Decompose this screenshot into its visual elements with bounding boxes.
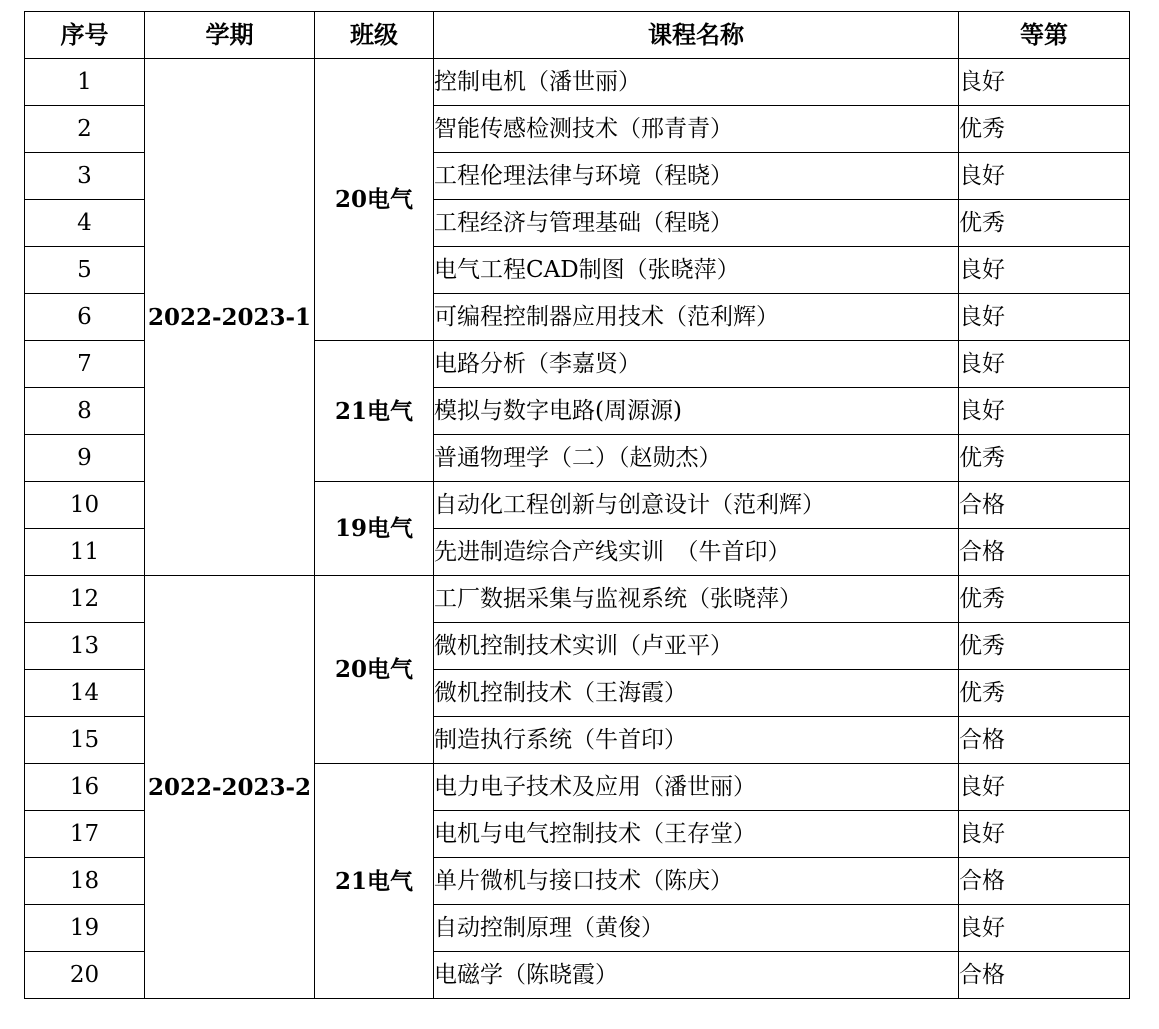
course-name: 先进制造综合产线实训 （牛首印） <box>434 529 959 576</box>
header-term: 学期 <box>145 12 315 59</box>
term-cell: 2022-2023-2 <box>145 576 315 999</box>
row-number: 2 <box>25 106 145 153</box>
class-cell: 20电气 <box>315 59 434 341</box>
row-number: 11 <box>25 529 145 576</box>
grade-cell: 合格 <box>959 858 1130 905</box>
grade-cell: 合格 <box>959 717 1130 764</box>
row-number: 6 <box>25 294 145 341</box>
course-name: 电磁学（陈晓霞） <box>434 952 959 999</box>
course-name: 工厂数据采集与监视系统（张晓萍） <box>434 576 959 623</box>
row-number: 19 <box>25 905 145 952</box>
course-name: 可编程控制器应用技术（范利辉） <box>434 294 959 341</box>
course-name: 工程伦理法律与环境（程晓） <box>434 153 959 200</box>
course-name: 模拟与数字电路(周源源) <box>434 388 959 435</box>
course-name: 普通物理学（二）（赵勋杰） <box>434 435 959 482</box>
row-number: 10 <box>25 482 145 529</box>
course-name: 电路分析（李嘉贤） <box>434 341 959 388</box>
term-cell: 2022-2023-1 <box>145 59 315 576</box>
row-number: 9 <box>25 435 145 482</box>
course-name: 单片微机与接口技术（陈庆） <box>434 858 959 905</box>
header-grade: 等第 <box>959 12 1130 59</box>
row-number: 7 <box>25 341 145 388</box>
row-number: 20 <box>25 952 145 999</box>
course-name: 微机控制技术实训（卢亚平） <box>434 623 959 670</box>
grade-cell: 优秀 <box>959 435 1130 482</box>
course-name: 控制电机（潘世丽） <box>434 59 959 106</box>
table-row <box>25 576 1130 623</box>
table-row <box>25 59 1130 106</box>
table-body <box>25 59 1130 999</box>
header-no: 序号 <box>25 12 145 59</box>
row-number: 18 <box>25 858 145 905</box>
grade-cell: 合格 <box>959 952 1130 999</box>
course-name: 工程经济与管理基础（程晓） <box>434 200 959 247</box>
row-number: 8 <box>25 388 145 435</box>
class-cell: 21电气 <box>315 764 434 999</box>
class-cell: 21电气 <box>315 341 434 482</box>
grade-cell: 良好 <box>959 341 1130 388</box>
course-grade-table <box>24 11 1130 999</box>
header-class: 班级 <box>315 12 434 59</box>
grade-cell: 优秀 <box>959 670 1130 717</box>
row-number: 14 <box>25 670 145 717</box>
grade-cell: 良好 <box>959 247 1130 294</box>
course-name: 自动化工程创新与创意设计（范利辉） <box>434 482 959 529</box>
course-name: 自动控制原理（黄俊） <box>434 905 959 952</box>
class-cell: 19电气 <box>315 482 434 576</box>
header-row <box>25 12 1130 59</box>
grade-cell: 良好 <box>959 811 1130 858</box>
grade-cell: 优秀 <box>959 200 1130 247</box>
row-number: 4 <box>25 200 145 247</box>
grade-cell: 良好 <box>959 905 1130 952</box>
grade-cell: 优秀 <box>959 623 1130 670</box>
course-name: 制造执行系统（牛首印） <box>434 717 959 764</box>
row-number: 12 <box>25 576 145 623</box>
row-number: 3 <box>25 153 145 200</box>
grade-cell: 合格 <box>959 482 1130 529</box>
grade-cell: 良好 <box>959 59 1130 106</box>
row-number: 1 <box>25 59 145 106</box>
row-number: 15 <box>25 717 145 764</box>
row-number: 13 <box>25 623 145 670</box>
row-number: 17 <box>25 811 145 858</box>
grade-cell: 良好 <box>959 153 1130 200</box>
grade-cell: 良好 <box>959 764 1130 811</box>
header-course: 课程名称 <box>434 12 959 59</box>
course-name: 微机控制技术（王海霞） <box>434 670 959 717</box>
grade-cell: 合格 <box>959 529 1130 576</box>
course-name: 电力电子技术及应用（潘世丽） <box>434 764 959 811</box>
grade-cell: 良好 <box>959 388 1130 435</box>
row-number: 5 <box>25 247 145 294</box>
course-name: 智能传感检测技术（邢青青） <box>434 106 959 153</box>
row-number: 16 <box>25 764 145 811</box>
grade-cell: 优秀 <box>959 106 1130 153</box>
table-header <box>25 12 1130 59</box>
course-name: 电机与电气控制技术（王存堂） <box>434 811 959 858</box>
course-name: 电气工程CAD制图（张晓萍） <box>434 247 959 294</box>
grade-cell: 优秀 <box>959 576 1130 623</box>
grade-cell: 良好 <box>959 294 1130 341</box>
class-cell: 20电气 <box>315 576 434 764</box>
